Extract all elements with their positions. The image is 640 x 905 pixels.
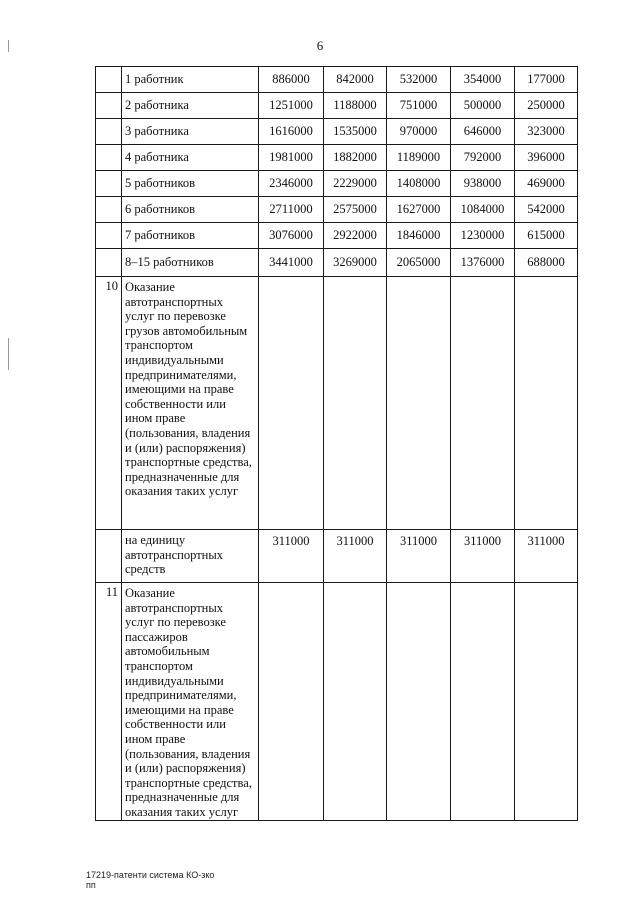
empty-cell (96, 145, 122, 171)
value-cell: 500000 (451, 93, 515, 119)
table-row-item-10 (96, 277, 578, 530)
value-cell: 886000 (259, 67, 324, 93)
empty-cell (96, 67, 122, 93)
value-cell: 2711000 (259, 197, 324, 223)
empty-cell (451, 583, 515, 821)
value-cell: 1189000 (387, 145, 451, 171)
empty-cell (387, 277, 451, 530)
value-cell: 1616000 (259, 119, 324, 145)
tariff-table (95, 66, 578, 821)
value-cell: 688000 (515, 249, 578, 277)
empty-cell (96, 93, 122, 119)
value-cell: 311000 (515, 530, 578, 583)
value-cell: 250000 (515, 93, 578, 119)
table-row-item-11 (96, 583, 578, 821)
empty-cell (96, 171, 122, 197)
empty-cell (96, 197, 122, 223)
value-cell: 2065000 (387, 249, 451, 277)
value-cell: 311000 (451, 530, 515, 583)
row-label: на единицу автотранспортных средств (122, 530, 259, 583)
empty-cell (515, 277, 578, 530)
value-cell: 1846000 (387, 223, 451, 249)
page-number: 6 (316, 38, 324, 53)
row-label: 2 работника (122, 93, 259, 119)
value-cell: 311000 (324, 530, 387, 583)
empty-cell (96, 119, 122, 145)
empty-cell (96, 530, 122, 583)
value-cell: 938000 (451, 171, 515, 197)
value-cell: 1627000 (387, 197, 451, 223)
value-cell: 2229000 (324, 171, 387, 197)
value-cell: 323000 (515, 119, 578, 145)
value-cell: 2575000 (324, 197, 387, 223)
row-label: 5 работников (122, 171, 259, 197)
table-row (96, 249, 578, 277)
value-cell: 3269000 (324, 249, 387, 277)
row-label: 7 работников (122, 223, 259, 249)
value-cell: 3441000 (259, 249, 324, 277)
value-cell: 1408000 (387, 171, 451, 197)
value-cell: 1230000 (451, 223, 515, 249)
value-cell: 2346000 (259, 171, 324, 197)
empty-cell (387, 583, 451, 821)
row-label: 4 работника (122, 145, 259, 171)
table-row (96, 119, 578, 145)
value-cell: 2922000 (324, 223, 387, 249)
value-cell: 1882000 (324, 145, 387, 171)
value-cell: 1251000 (259, 93, 324, 119)
service-description: Оказание автотранспортных услуг по перевозке грузов автомобильным транспортом индивидуальными предпринимателями, имеющими на праве собственности или ином праве (пользования, владения и (или) распоряжения) транспортные средства, предназначенные для оказания таких услуг (122, 277, 259, 530)
empty-cell (96, 223, 122, 249)
value-cell: 532000 (387, 67, 451, 93)
row-label: 1 работник (122, 67, 259, 93)
value-cell: 1084000 (451, 197, 515, 223)
empty-cell (324, 277, 387, 530)
row-label: 6 работников (122, 197, 259, 223)
table-row (96, 197, 578, 223)
value-cell: 469000 (515, 171, 578, 197)
table-row (96, 93, 578, 119)
table-row (96, 223, 578, 249)
value-cell: 792000 (451, 145, 515, 171)
row-number: 10 (96, 277, 122, 530)
value-cell: 842000 (324, 67, 387, 93)
row-label: 3 работника (122, 119, 259, 145)
empty-cell (515, 583, 578, 821)
table-row (96, 145, 578, 171)
table-row (96, 171, 578, 197)
value-cell: 751000 (387, 93, 451, 119)
empty-cell (451, 277, 515, 530)
value-cell: 311000 (259, 530, 324, 583)
empty-cell (324, 583, 387, 821)
service-description: Оказание автотранспортных услуг по перевозке пассажиров автомобильным транспортом индивидуальными предпринимателями, имеющими на праве собственности или ином праве (пользования, владения и (или) распоряжения) транспортные средства, предназначенные для оказания таких услуг (122, 583, 259, 821)
empty-cell (259, 277, 324, 530)
value-cell: 396000 (515, 145, 578, 171)
footer-line: пп (86, 880, 96, 890)
value-cell: 354000 (451, 67, 515, 93)
value-cell: 1535000 (324, 119, 387, 145)
value-cell: 1981000 (259, 145, 324, 171)
footer-line: 17219-патенти система КО-зко (86, 870, 215, 880)
table-row (96, 67, 578, 93)
value-cell: 646000 (451, 119, 515, 145)
value-cell: 311000 (387, 530, 451, 583)
margin-mark-bottom (8, 338, 9, 370)
value-cell: 1188000 (324, 93, 387, 119)
value-cell: 177000 (515, 67, 578, 93)
value-cell: 970000 (387, 119, 451, 145)
table-row-per-vehicle (96, 530, 578, 583)
row-label: 8–15 работников (122, 249, 259, 277)
footer-note (86, 870, 214, 890)
value-cell: 3076000 (259, 223, 324, 249)
value-cell: 1376000 (451, 249, 515, 277)
row-number: 11 (96, 583, 122, 821)
value-cell: 615000 (515, 223, 578, 249)
empty-cell (96, 249, 122, 277)
empty-cell (259, 583, 324, 821)
value-cell: 542000 (515, 197, 578, 223)
